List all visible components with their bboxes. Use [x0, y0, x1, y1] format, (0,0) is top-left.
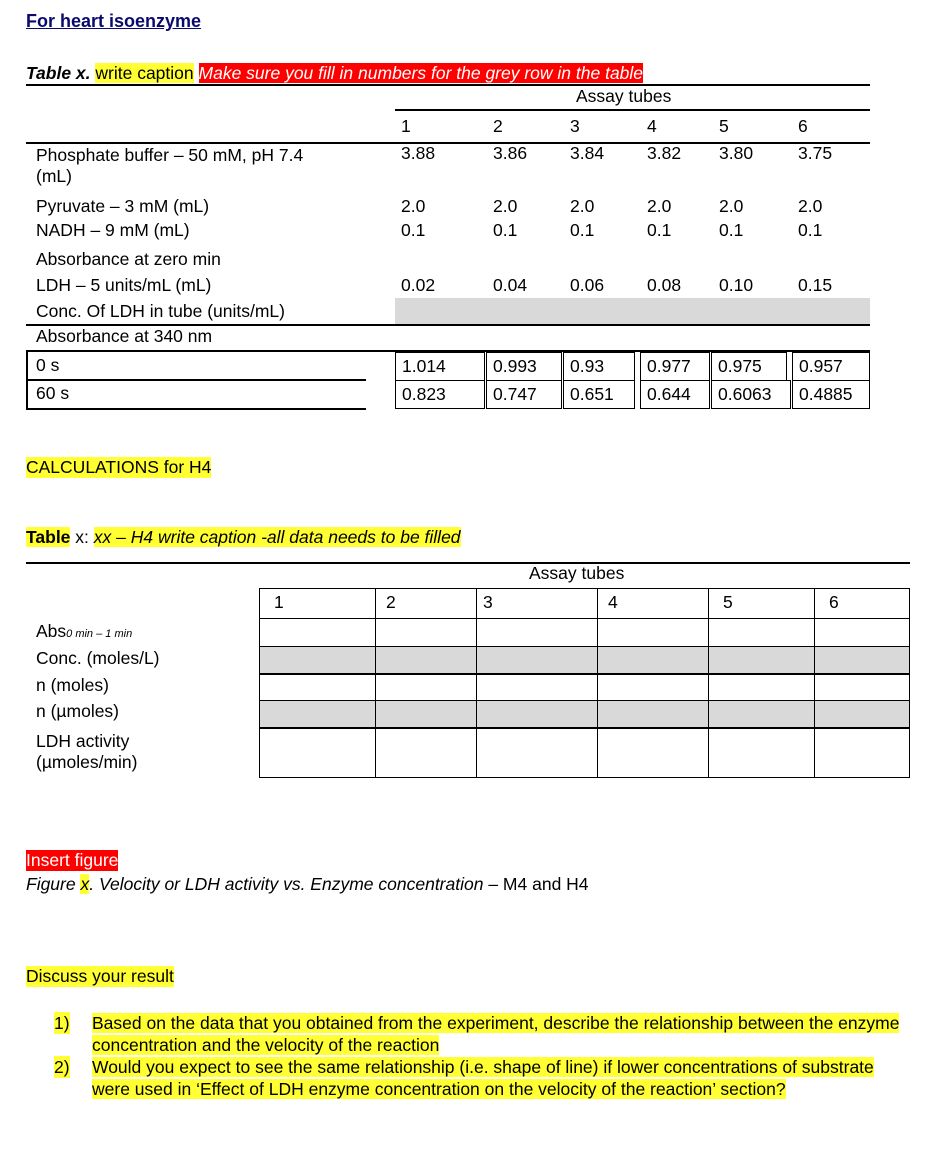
cell: 0.04: [493, 275, 528, 295]
cell: 0.1: [719, 220, 744, 240]
table1-tube-4: 4: [647, 116, 657, 136]
cell: 0.15: [798, 275, 833, 295]
table2-row-label-n-umoles: n (µmoles): [36, 701, 120, 721]
table1-group-header: Assay tubes: [576, 86, 672, 106]
item-number: 2): [54, 1057, 70, 1077]
row-label-phosphate-line1: Phosphate buffer – 50 mM, pH 7.4: [36, 145, 304, 165]
table2-input-cell[interactable]: [375, 646, 477, 675]
table2-tube-2: 2: [386, 592, 396, 612]
table2-input-cell[interactable]: [597, 646, 709, 675]
item-text: Based on the data that you obtained from the experiment, describe the relationship between the enzyme concentration and the velocity of the reaction: [92, 1013, 900, 1055]
table2-tube-4: 4: [608, 592, 618, 612]
cell: 0.1: [570, 220, 595, 240]
cell: 0.1: [493, 220, 518, 240]
table2-input-cell[interactable]: [476, 646, 598, 675]
meas-label-0s: 0 s: [36, 355, 60, 375]
table2-input-cell[interactable]: [259, 727, 376, 778]
discuss-list: [54, 1012, 914, 1100]
grey-fill-row[interactable]: [395, 298, 870, 324]
table2-row-label-ldh: [36, 731, 137, 773]
cell: 0.1: [401, 220, 426, 240]
table2-input-cell[interactable]: [259, 646, 376, 675]
row-label-abs-340: Absorbance at 340 nm: [36, 326, 213, 346]
table1-caption: [26, 63, 643, 84]
abs-label-main: Abs: [36, 621, 67, 641]
table2-header-cell: [708, 588, 815, 619]
meas-label-60s: 60 s: [36, 383, 70, 403]
table2-header-cell: [375, 588, 477, 619]
table2-input-cell[interactable]: [259, 673, 376, 702]
meas-cell: 0.644: [640, 380, 710, 409]
table2-input-cell[interactable]: [597, 618, 709, 647]
table2-row-label-abs: [36, 621, 132, 645]
table2-input-cell[interactable]: [708, 618, 815, 647]
row-label-ldh: LDH – 5 units/mL (mL): [36, 275, 212, 295]
table2-input-cell[interactable]: [708, 673, 815, 702]
table2-input-cell[interactable]: [375, 673, 477, 702]
figure-caption-b: . Velocity or LDH activity vs. Enzyme concentration: [89, 874, 484, 894]
ldh-label-line1: LDH activity: [36, 731, 130, 751]
cell: 3.80: [719, 143, 754, 163]
cell: 2.0: [401, 196, 426, 216]
cell: 0.06: [570, 275, 605, 295]
meas-cell: 0.6063: [711, 380, 791, 409]
cell: 0.10: [719, 275, 754, 295]
meas-cell: 1.014: [395, 352, 485, 381]
abs-label-sub: 0 min – 1 min: [66, 628, 133, 640]
table1-caption-text: write caption: [95, 63, 194, 83]
meas-cell: 0.651: [563, 380, 635, 409]
meas-cell: 0.975: [711, 352, 787, 381]
cell: 3.75: [798, 143, 833, 163]
meas-cell: 0.747: [486, 380, 562, 409]
table2-input-cell[interactable]: [375, 700, 477, 729]
table1-tube-5: 5: [719, 116, 729, 136]
table2-input-cell[interactable]: [597, 727, 709, 778]
cell: 3.88: [401, 143, 436, 163]
table1-tube-2: 2: [493, 116, 503, 136]
table1-tube-6: 6: [798, 116, 808, 136]
table2-group-header: Assay tubes: [529, 563, 625, 583]
item-text: Would you expect to see the same relationship (i.e. shape of line) if lower concentrations of substrate were used in ‘Effect of LDH enzyme concentration on the velocity of the reaction’ section?: [92, 1057, 874, 1099]
row-label-conc: Conc. Of LDH in tube (units/mL): [36, 301, 285, 321]
row-label-pyruvate: Pyruvate – 3 mM (mL): [36, 196, 210, 216]
meas-cell: 0.957: [792, 352, 870, 381]
row-label-abs-zero: Absorbance at zero min: [36, 249, 221, 269]
table2-input-cell[interactable]: [597, 673, 709, 702]
table2-input-cell[interactable]: [708, 646, 815, 675]
cell: 3.82: [647, 143, 682, 163]
row-label-phosphate: [36, 145, 303, 187]
meas-cell: 0.93: [563, 352, 635, 381]
table2-caption-colon: x:: [75, 527, 89, 547]
table2-input-cell[interactable]: [259, 618, 376, 647]
table2-input-cell[interactable]: [708, 727, 815, 778]
table2-tube-3: 3: [483, 592, 493, 612]
meas-mid-rule: [26, 379, 366, 381]
table1-tube-3: 3: [570, 116, 580, 136]
table2-header-cell: [476, 588, 598, 619]
table2-tube-1: 1: [274, 592, 284, 612]
cell: 3.84: [570, 143, 605, 163]
cell: 0.1: [647, 220, 672, 240]
cell: 2.0: [493, 196, 518, 216]
list-item: [54, 1012, 914, 1056]
table2-caption-label: Table: [26, 527, 71, 547]
table2-row-label-conc: Conc. (moles/L): [36, 648, 160, 668]
insert-figure-note: Insert figure: [26, 850, 119, 870]
table2-input-cell[interactable]: [476, 673, 598, 702]
table2-input-cell[interactable]: [476, 727, 598, 778]
table2-top-rule: [26, 562, 910, 564]
calc-heading: CALCULATIONS for H4: [26, 457, 212, 477]
cell: 0.02: [401, 275, 436, 295]
table2-caption: [26, 527, 461, 548]
meas-bottom-rule: [26, 408, 366, 410]
table2-input-cell[interactable]: [597, 700, 709, 729]
table2-row-label-n-moles: n (moles): [36, 675, 109, 695]
cell: 2.0: [798, 196, 823, 216]
table2-header-cell: [814, 588, 910, 619]
meas-cell: 0.993: [486, 352, 562, 381]
table2-input-cell[interactable]: [814, 727, 910, 778]
table2-input-cell[interactable]: [708, 700, 815, 729]
table1-group-rule: [395, 109, 870, 111]
cell: 0.08: [647, 275, 682, 295]
cell: 2.0: [647, 196, 672, 216]
table1-top-rule: [26, 84, 870, 86]
table2-input-cell[interactable]: [814, 700, 910, 729]
table2-caption-text: xx – H4 write caption -all data needs to be filled: [93, 527, 461, 547]
table2-header-cell: [597, 588, 709, 619]
table2-header-cell: [259, 588, 376, 619]
table2-input-cell[interactable]: [476, 700, 598, 729]
cell: 2.0: [570, 196, 595, 216]
page-heading: For heart isoenzyme: [26, 11, 202, 31]
figure-caption-x: x: [80, 874, 90, 894]
cell: 2.0: [719, 196, 744, 216]
table2-input-cell[interactable]: [814, 646, 910, 675]
row-label-phosphate-line2: (mL): [36, 166, 72, 186]
table2-input-cell[interactable]: [375, 618, 477, 647]
item-number: 1): [54, 1013, 70, 1033]
table2-input-cell[interactable]: [375, 727, 477, 778]
list-item: [54, 1056, 914, 1100]
meas-cell: 0.823: [395, 380, 485, 409]
ldh-label-line2: (µmoles/min): [36, 752, 138, 772]
table2-tube-6: 6: [829, 592, 839, 612]
figure-caption-a: Figure: [26, 874, 76, 894]
figure-caption-c: – M4 and H4: [483, 874, 589, 894]
figure-caption: [26, 874, 589, 895]
cell: 3.86: [493, 143, 528, 163]
row-label-nadh: NADH – 9 mM (mL): [36, 220, 190, 240]
discuss-heading: Discuss your result: [26, 966, 174, 986]
table2-input-cell[interactable]: [814, 618, 910, 647]
meas-cell: 0.4885: [792, 380, 870, 409]
table1-tube-1: 1: [401, 116, 411, 136]
meas-cell: 0.977: [640, 352, 710, 381]
table2-input-cell[interactable]: [259, 700, 376, 729]
cell: 0.1: [798, 220, 823, 240]
table2-input-cell[interactable]: [814, 673, 910, 702]
table2-tube-5: 5: [723, 592, 733, 612]
table1-caption-note: Make sure you fill in numbers for the grey row in the table: [198, 63, 644, 83]
table1-caption-label: Table x.: [26, 63, 91, 83]
table2-input-cell[interactable]: [476, 618, 598, 647]
